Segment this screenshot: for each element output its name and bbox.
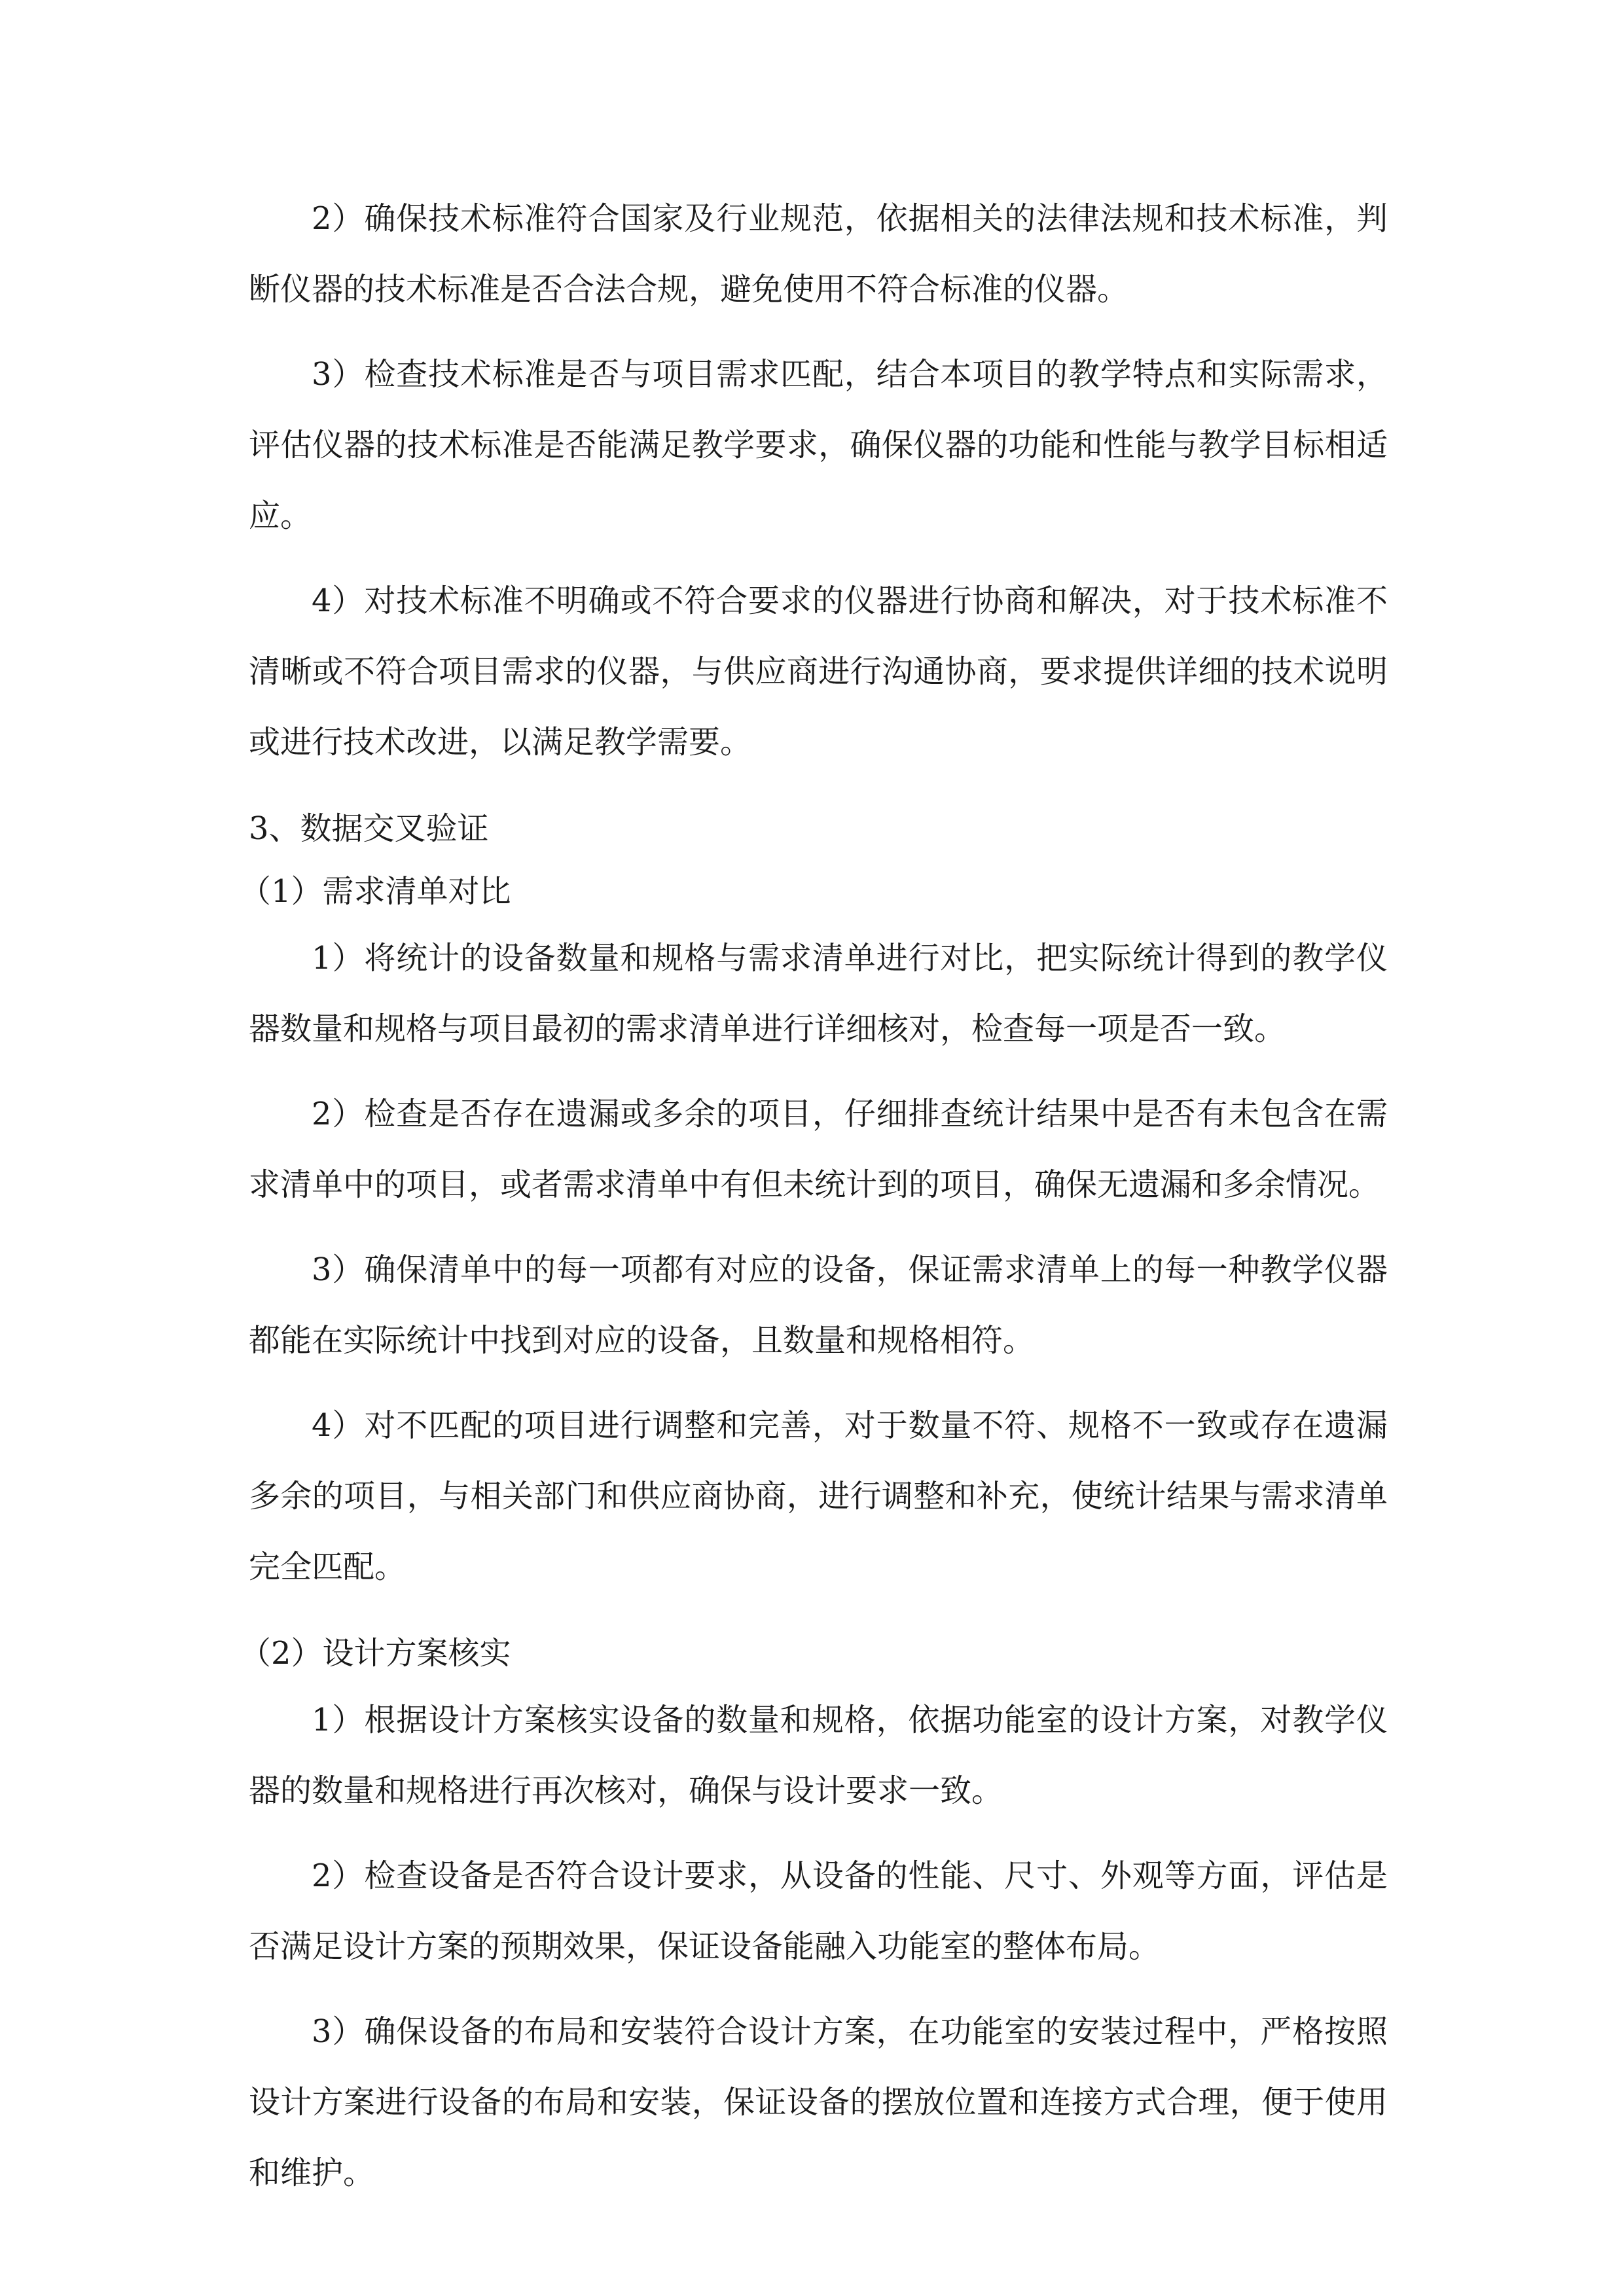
paragraph-a-2: 3）检查技术标准是否与项目需求匹配，结合本项目的教学特点和实际需求，评估仪器的技术标准是否能满足教学要求，确保仪器的功能和性能与教学目标相适应。 bbox=[249, 356, 1388, 534]
subsection-heading-2: （2）设计方案核实 bbox=[240, 1635, 511, 1672]
paragraph-c-3: 3）确保设备的布局和安装符合设计方案，在功能室的安装过程中，严格按照设计方案进行设备的布局和安装，保证设备的摆放位置和连接方式合理，便于使用和维护。 bbox=[249, 2013, 1388, 2191]
subsection-heading-1: （1）需求清单对比 bbox=[240, 873, 511, 910]
paragraph-a-1: 2）确保技术标准符合国家及行业规范，依据相关的法律法规和技术标准，判断仪器的技术标准是否合法合规，避免使用不符合标准的仪器。 bbox=[249, 200, 1388, 308]
paragraph-b-1: 1）将统计的设备数量和规格与需求清单进行对比，把实际统计得到的教学仪器数量和规格与项目最初的需求清单进行详细核对，检查每一项是否一致。 bbox=[249, 940, 1388, 1047]
paragraph-b-4: 4）对不匹配的项目进行调整和完善，对于数量不符、规格不一致或存在遗漏多余的项目，与相关部门和供应商协商，进行调整和补充，使统计结果与需求清单完全匹配。 bbox=[249, 1407, 1388, 1585]
paragraph-b-3: 3）确保清单中的每一项都有对应的设备，保证需求清单上的每一种教学仪器都能在实际统计中找到对应的设备，且数量和规格相符。 bbox=[249, 1251, 1388, 1359]
paragraph-a-3: 4）对技术标准不明确或不符合要求的仪器进行协商和解决，对于技术标准不清晰或不符合项目需求的仪器，与供应商进行沟通协商，要求提供详细的技术说明或进行技术改进，以满足教学需要。 bbox=[249, 583, 1388, 761]
paragraph-c-2: 2）检查设备是否符合设计要求，从设备的性能、尺寸、外观等方面，评估是否满足设计方案的预期效果，保证设备能融入功能室的整体布局。 bbox=[249, 1857, 1388, 1965]
paragraph-b-2: 2）检查是否存在遗漏或多余的项目，仔细排查统计结果中是否有未包含在需求清单中的项目，或者需求清单中有但未统计到的项目，确保无遗漏和多余情况。 bbox=[249, 1096, 1388, 1203]
document-body bbox=[240, 183, 1388, 2208]
section-heading: 3、数据交叉验证 bbox=[249, 810, 489, 847]
paragraph-c-1: 1）根据设计方案核实设备的数量和规格，依据功能室的设计方案，对教学仪器的数量和规格进行再次核对，确保与设计要求一致。 bbox=[249, 1702, 1388, 1809]
